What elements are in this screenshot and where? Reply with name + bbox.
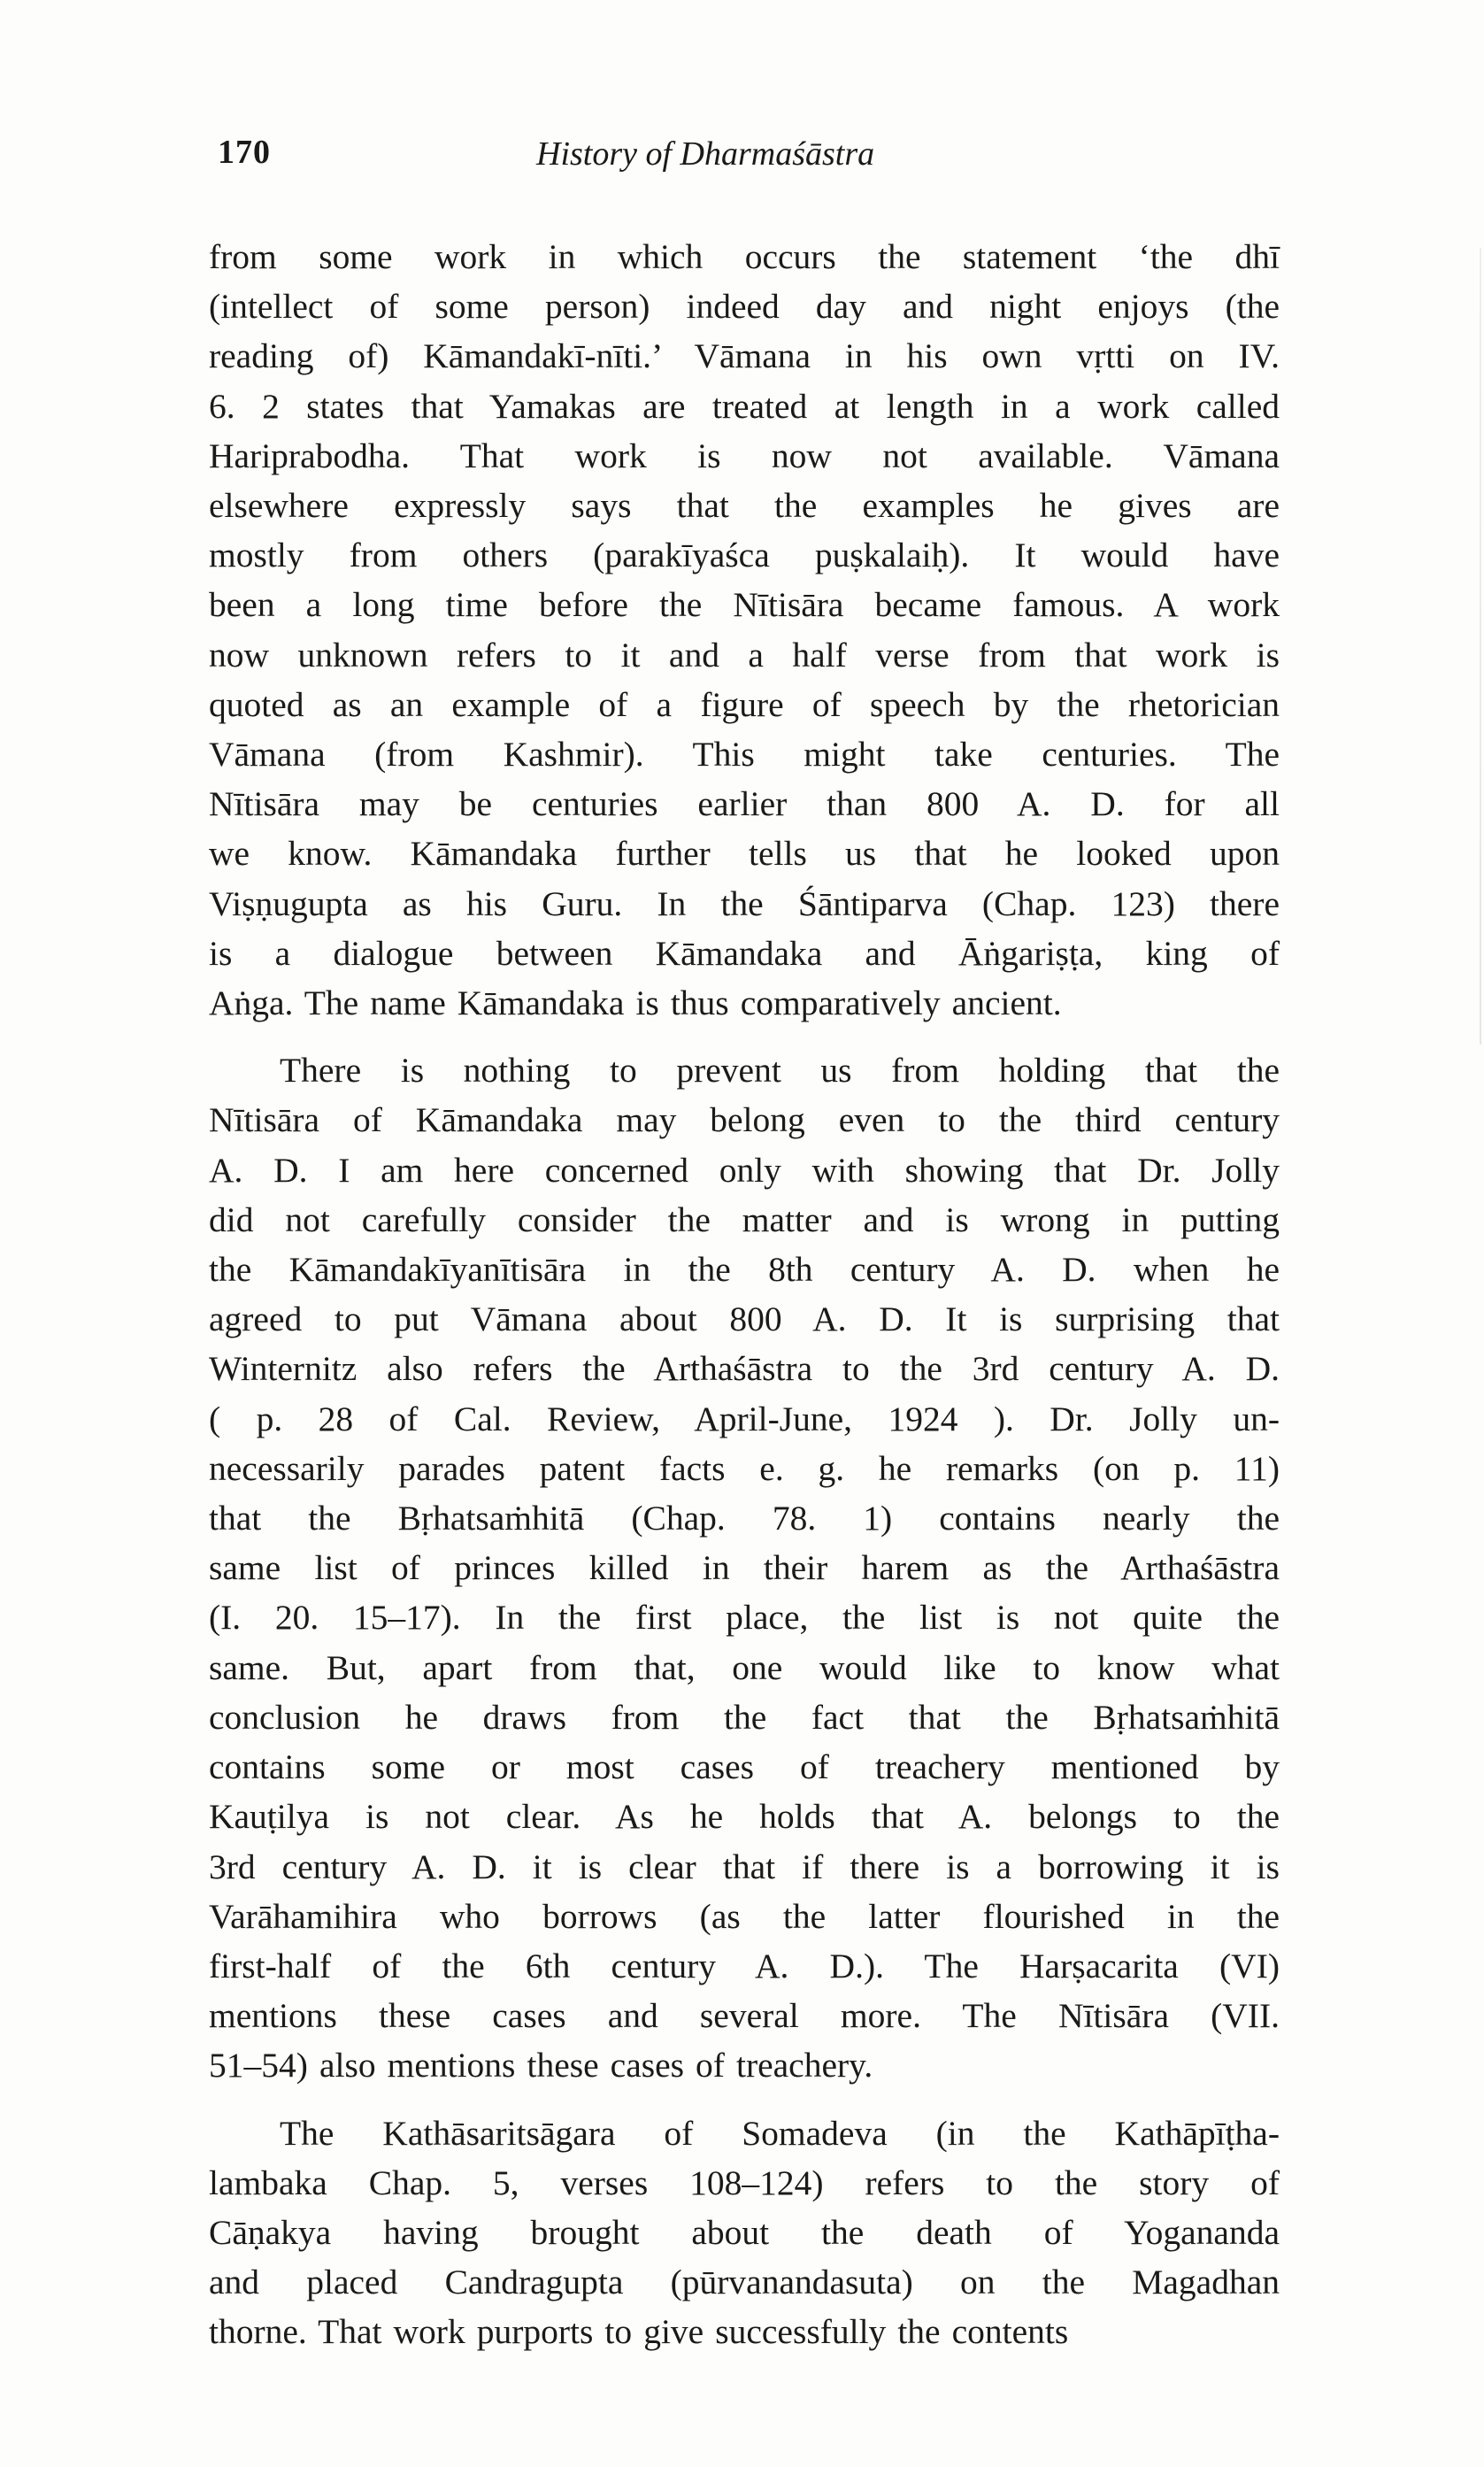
text-line: Hariprabodha. That work is now not available. Vāmana xyxy=(209,436,1280,475)
text-line: Nītisāra may be centuries earlier than 800 A. D. for all xyxy=(209,784,1280,824)
text-line: ( p. 28 of Cal. Review, April-June, 1924 ). Dr. Jolly un- xyxy=(209,1399,1280,1438)
text-line: Cāṇakya having brought about the death of Yogananda xyxy=(209,2212,1280,2252)
text-line: same. But, apart from that, one would like to know what xyxy=(209,1647,1280,1687)
page-number: 170 xyxy=(218,134,271,171)
text-line: There is nothing to prevent us from holding that the xyxy=(280,1051,1280,1091)
paragraph-gap xyxy=(209,2091,1280,2109)
text-line: Varāhamihira who borrows (as the latter flourished in the xyxy=(209,1896,1280,1936)
paragraph xyxy=(209,2109,1280,2357)
paragraph xyxy=(209,1045,1280,2090)
text-line: (intellect of some person) indeed day and night enjoys (the xyxy=(209,287,1280,327)
text-line: The Kathāsaritsāgara of Somadeva (in the Kathāpīṭha- xyxy=(280,2113,1280,2153)
text-line: we know. Kāmandaka further tells us that he looked upon xyxy=(209,834,1280,874)
text-line: Winternitz also refers the Arthaśāstra to the 3rd century A. D. xyxy=(209,1349,1280,1389)
text-line: agreed to put Vāmana about 800 A. D. It is surprising that xyxy=(209,1299,1280,1339)
page-edge-shadow xyxy=(1480,248,1481,1045)
text-line: thorne. That work purports to give successfully the contents xyxy=(209,2312,1069,2352)
text-line: A. D. I am here concerned only with showing that Dr. Jolly xyxy=(209,1150,1280,1190)
page-header xyxy=(209,133,1280,186)
text-line: 51–54) also mentions these cases of treachery. xyxy=(209,2046,873,2085)
text-line: 6. 2 states that Yamakas are treated at length in a work called xyxy=(209,386,1280,426)
text-line: first-half of the 6th century A. D.). The Harṣacarita (VI) xyxy=(209,1946,1280,1985)
text-line: quoted as an example of a figure of speech by the rhetorician xyxy=(209,684,1280,724)
text-line: now unknown refers to it and a half verse from that work is xyxy=(209,635,1280,675)
text-line: is a dialogue between Kāmandaka and Āṅgariṣṭa, king of xyxy=(209,933,1280,973)
text-line: the Kāmandakīyanītisāra in the 8th century A. D. when he xyxy=(209,1250,1280,1290)
text-line: 3rd century A. D. it is clear that if there is a borrowing it is xyxy=(209,1846,1280,1886)
text-line: Viṣṇugupta as his Guru. In the Śāntiparva (Chap. 123) there xyxy=(209,883,1280,923)
text-line: contains some or most cases of treachery mentioned by xyxy=(209,1747,1280,1787)
text-line: Aṅga. The name Kāmandaka is thus comparatively ancient. xyxy=(209,983,1062,1023)
page-body xyxy=(209,232,1280,2357)
text-line: Kauṭilya is not clear. As he holds that A. belongs to the xyxy=(209,1797,1280,1837)
text-line: from some work in which occurs the statement ‘the dhī xyxy=(209,237,1280,276)
text-line: conclusion he draws from the fact that the Bṛhatsaṁhitā xyxy=(209,1697,1280,1737)
text-line: mentions these cases and several more. The Nītisāra (VII. xyxy=(209,1996,1280,2036)
text-line: that the Bṛhatsaṁhitā (Chap. 78. 1) contains nearly the xyxy=(209,1499,1280,1538)
text-line: reading of) Kāmandakī-nīti.’ Vāmana in his own vṛtti on IV. xyxy=(209,336,1280,376)
text-line: did not carefully consider the matter and is wrong in putting xyxy=(209,1199,1280,1239)
paragraph-gap xyxy=(209,1028,1280,1045)
text-line: and placed Candragupta (pūrvanandasuta) on the Magadhan xyxy=(209,2263,1280,2302)
text-line: same list of princes killed in their harem as the Arthaśāstra xyxy=(209,1548,1280,1588)
text-line: (I. 20. 15–17). In the first place, the list is not quite the xyxy=(209,1598,1280,1638)
paragraph xyxy=(209,232,1280,1028)
text-line: lambaka Chap. 5, verses 108–124) refers to the story of xyxy=(209,2162,1280,2202)
text-line: elsewhere expressly says that the examples he gives are xyxy=(209,486,1280,526)
running-title: History of Dharmaśāstra xyxy=(536,135,875,173)
text-line: been a long time before the Nītisāra became famous. A work xyxy=(209,585,1280,625)
text-line: mostly from others (parakīyaśca puṣkalaiḥ). It would have xyxy=(209,536,1280,575)
text-line: necessarily parades patent facts e. g. he remarks (on p. 11) xyxy=(209,1448,1280,1488)
text-line: Nītisāra of Kāmandaka may belong even to the third century xyxy=(209,1100,1280,1140)
text-line: Vāmana (from Kashmir). This might take centuries. The xyxy=(209,735,1280,775)
